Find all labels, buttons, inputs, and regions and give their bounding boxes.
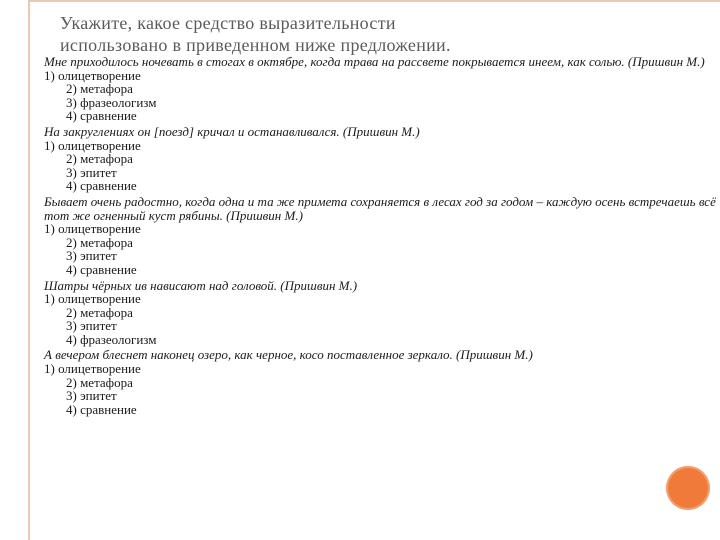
title-line-2: использовано в приведенном ниже предложении. [60, 35, 451, 55]
decorative-circle [666, 466, 710, 510]
answer-option: 4) сравнение [66, 178, 137, 194]
slide-title [60, 12, 700, 56]
answer-option: 3) эпитет [66, 248, 117, 264]
answer-option: 4) сравнение [66, 401, 137, 417]
question-block [44, 55, 716, 123]
questions-list [44, 55, 716, 418]
answer-option: 4) фразеологизм [66, 331, 157, 347]
answer-option: 2) метафора [66, 304, 133, 320]
slide-frame-top [28, 0, 720, 2]
answer-option: 2) метафора [66, 81, 133, 97]
answer-option: 1) олицетворение [44, 361, 141, 377]
slide-frame-left [28, 0, 30, 540]
answer-option: 1) олицетворение [44, 221, 141, 237]
question-sentence: На закруглениях он [поезд] кричал и останавливался. (Пришвин М.) [44, 123, 420, 139]
question-block [44, 279, 716, 347]
question-sentence: А вечером блеснет наконец озеро, как черное, косо поставленное зеркало. (Пришвин М.) [44, 347, 533, 363]
question-sentence: Мне приходилось ночевать в стогах в октябре, когда трава на рассвете покрывается инеем, как солью. (Пришвин М.) [44, 54, 705, 69]
answer-option: 1) олицетворение [44, 67, 141, 83]
question-block [44, 348, 716, 416]
question-sentence: Шатры чёрных ив нависают над головой. (Пришвин М.) [44, 277, 358, 293]
answer-option: 2) метафора [66, 234, 133, 250]
answer-option: 3) фразеологизм [66, 94, 157, 110]
answer-option: 1) олицетворение [44, 291, 141, 307]
answer-option: 2) метафора [66, 151, 133, 167]
question-block [44, 125, 716, 193]
title-line-1: Укажите, какое средство выразительности [60, 13, 396, 33]
answer-option: 4) сравнение [66, 108, 137, 124]
answer-option: 3) эпитет [66, 318, 117, 334]
question-sentence: Бывает очень радостно, когда одна и та же примета сохраняется в лесах год за годом – каждую осень встречаешь всё тот же огненный куст рябины. (Пришвин М.) [44, 193, 716, 223]
answer-option: 2) метафора [66, 374, 133, 390]
question-block [44, 195, 716, 277]
answer-option: 3) эпитет [66, 388, 117, 404]
answer-option: 4) сравнение [66, 261, 137, 277]
answer-option: 1) олицетворение [44, 137, 141, 153]
answer-option: 3) эпитет [66, 164, 117, 180]
